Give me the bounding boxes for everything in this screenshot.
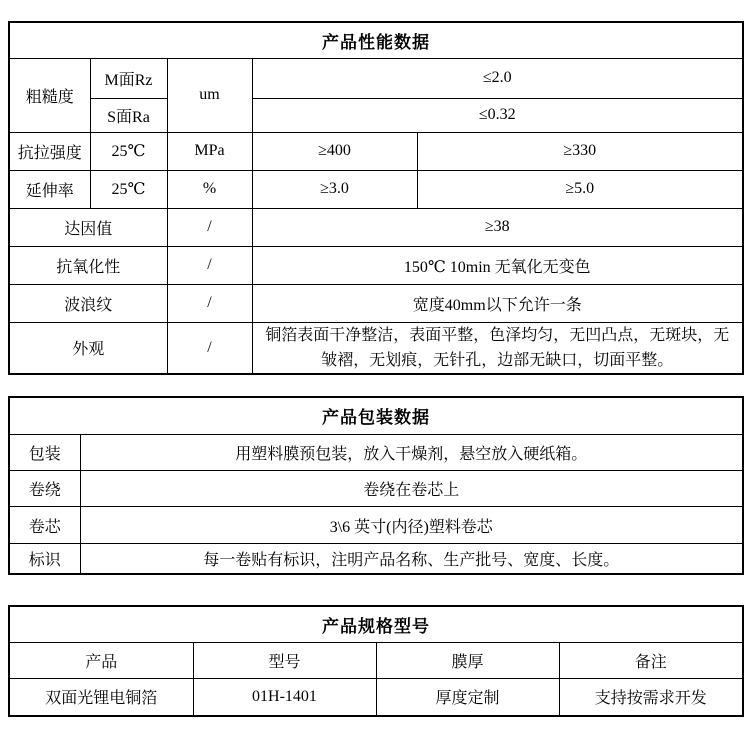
spec-header-product: 产品 <box>9 643 193 679</box>
spec-header-remark: 备注 <box>559 643 743 679</box>
appearance-value: 铜箔表面干净整洁，表面平整，色泽均匀，无凹凸点，无斑块，无皱褶，无划痕，无针孔，边部无缺口，切面平整。 <box>252 322 743 374</box>
tensile-strength-value-a: ≥400 <box>252 132 417 170</box>
spec-table-title: 产品规格型号 <box>9 606 743 643</box>
wave-pattern-unit: / <box>167 284 252 322</box>
dyne-value-label: 达因值 <box>9 208 167 246</box>
roughness-row1-value: ≤2.0 <box>252 58 743 98</box>
spec-cell-thickness: 厚度定制 <box>376 679 559 716</box>
roughness-row1-name: M面Rz <box>90 58 167 98</box>
spec-cell-product: 双面光锂电铜箔 <box>9 679 193 716</box>
roughness-row2-value: ≤0.32 <box>252 98 743 132</box>
labeling-row-label: 标识 <box>9 544 80 574</box>
appearance-label: 外观 <box>9 322 167 374</box>
oxidation-resistance-label: 抗氧化性 <box>9 246 167 284</box>
wave-pattern-label: 波浪纹 <box>9 284 167 322</box>
core-row-value: 3\6 英寸(内径)塑料卷芯 <box>80 507 743 544</box>
roughness-label: 粗糙度 <box>9 58 90 132</box>
roughness-unit: um <box>167 58 252 132</box>
roughness-row2-name: S面Ra <box>90 98 167 132</box>
appearance-unit: / <box>167 322 252 374</box>
tensile-strength-label: 抗拉强度 <box>9 132 90 170</box>
spec-header-model: 型号 <box>193 643 376 679</box>
tensile-strength-condition: 25℃ <box>90 132 167 170</box>
spec-cell-remark: 支持按需求开发 <box>559 679 743 716</box>
elongation-unit: % <box>167 170 252 208</box>
dyne-value-unit: / <box>167 208 252 246</box>
packaging-row-value: 用塑料膜预包装，放入干燥剂，悬空放入硬纸箱。 <box>80 435 743 471</box>
oxidation-resistance-unit: / <box>167 246 252 284</box>
dyne-value-value: ≥38 <box>252 208 743 246</box>
core-row-label: 卷芯 <box>9 507 80 544</box>
tensile-strength-unit: MPa <box>167 132 252 170</box>
spec-cell-model: 01H-1401 <box>193 679 376 716</box>
spec-header-thickness: 膜厚 <box>376 643 559 679</box>
tensile-strength-value-b: ≥330 <box>417 132 743 170</box>
packaging-table-title: 产品包装数据 <box>9 397 743 435</box>
winding-row-value: 卷绕在卷芯上 <box>80 471 743 507</box>
performance-table-title: 产品性能数据 <box>9 22 743 58</box>
performance-table <box>8 21 744 375</box>
elongation-condition: 25℃ <box>90 170 167 208</box>
wave-pattern-value: 宽度40mm以下允许一条 <box>252 284 743 322</box>
spec-table <box>8 605 744 717</box>
oxidation-resistance-value: 150℃ 10min 无氧化无变色 <box>252 246 743 284</box>
labeling-row-value: 每一卷贴有标识，注明产品名称、生产批号、宽度、长度。 <box>80 544 743 574</box>
elongation-value-b: ≥5.0 <box>417 170 743 208</box>
elongation-label: 延伸率 <box>9 170 90 208</box>
packaging-table <box>8 396 744 575</box>
elongation-value-a: ≥3.0 <box>252 170 417 208</box>
winding-row-label: 卷绕 <box>9 471 80 507</box>
packaging-row-label: 包装 <box>9 435 80 471</box>
